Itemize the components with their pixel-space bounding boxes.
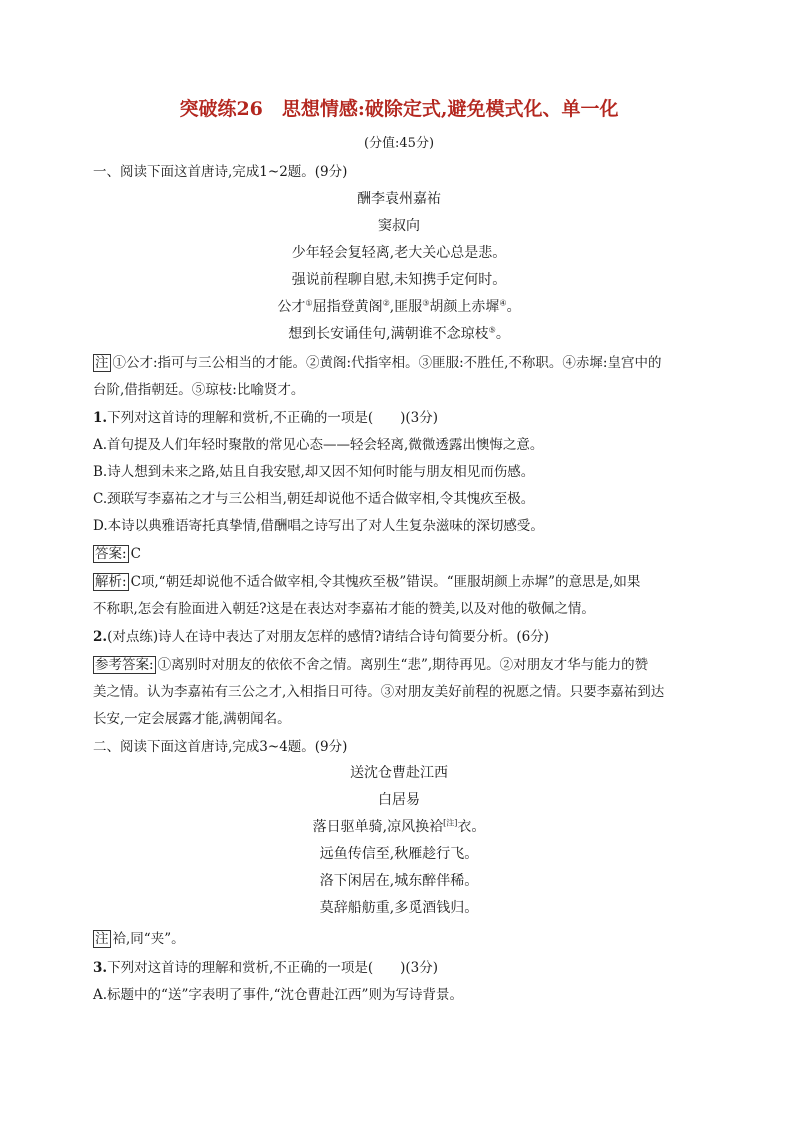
poem1-title: 酬李袁州嘉祐 (357, 191, 441, 207)
reference-answer-label: 参考答案: (95, 657, 154, 673)
option-c: C.颈联写李嘉祐之才与三公相当,朝廷却说他不适合做宰相,令其愧疚至极。 (93, 491, 535, 507)
poem2-line: 远鱼传信至,秋雁趁行飞。 (319, 846, 479, 862)
poem1-line: 强说前程聊自慰,未知携手定何时。 (291, 272, 507, 288)
answer-2: 参考答案: ①离别时对朋友的依依不舍之情。离别生“悲”,期待再见。②对朋友才华与能力的赞 (95, 657, 649, 673)
section1-intro: 一、阅读下面这首唐诗,完成1~2题。(9分) (93, 164, 348, 180)
page-title: 突破练26 思想情感:破除定式,避免模式化、单一化 (179, 98, 619, 120)
answer-1: 答案: C (95, 546, 141, 562)
poem2-line: 落日驱单骑,凉风换袷[注]衣。 (312, 818, 486, 835)
poem2-author: 白居易 (378, 792, 420, 808)
poem1-line: 想到长安诵佳句,满朝谁不念琼枝⑤。 (288, 325, 510, 342)
option-b: B.诗人想到未来之路,姑且自我安慰,却又因不知何时能与朋友相见而伤感。 (93, 464, 535, 480)
analysis-label: 解析: (95, 574, 127, 590)
score-info: (分值:45分) (363, 136, 435, 151)
poem2-line: 洛下闲居在,城东醉伴稀。 (319, 873, 479, 889)
poem1-author: 窦叔向 (378, 218, 420, 234)
poem1-note-cont: 台阶,借指朝廷。⑤琼枝:比喻贤才。 (93, 382, 305, 398)
question-3: 3.下列对这首诗的理解和赏析,不正确的一项是( )(3分) (93, 960, 439, 976)
poem1-line: 少年轻会复轻离,老大关心总是悲。 (291, 245, 507, 261)
answer-label: 答案: (95, 546, 127, 562)
section2-intro: 二、阅读下面这首唐诗,完成3~4题。(9分) (93, 739, 348, 755)
option-d: D.本诗以典雅语寄托真挚情,借酬唱之诗写出了对人生复杂滋味的深切感受。 (93, 518, 544, 534)
poem1-note: 注 ①公才:指可与三公相当的才能。②黄阁:代指宰相。③匪服:不胜任,不称职。④赤墀:皇宫中的 (95, 355, 662, 371)
answer-2-cont: 长安,一定会展露才能,满朝闻名。 (93, 711, 291, 727)
question-1: 1.下列对这首诗的理解和赏析,不正确的一项是( )(3分) (93, 410, 439, 426)
question-2: 2.(对点练)诗人在诗中表达了对朋友怎样的感情?请结合诗句简要分析。(6分) (93, 629, 549, 645)
option-a: A.标题中的“送”字表明了事件,“沈仓曹赴江西”则为写诗背景。 (93, 987, 463, 1003)
note-label: 注 (95, 931, 109, 947)
analysis-1: 解析: C项,“朝廷却说他不适合做宰相,令其愧疚至极”错误。“匪服胡颜上赤墀”的意思是,如果 (95, 574, 641, 590)
note-label: 注 (95, 355, 109, 371)
poem2-title: 送沈仓曹赴江西 (350, 765, 448, 781)
poem2-line: 莫辞船舫重,多觅酒钱归。 (319, 900, 479, 916)
option-a: A.首句提及人们年轻时聚散的常见心态——轻会轻离,微微透露出懊悔之意。 (93, 437, 544, 453)
poem1-line: 公才①屈指登黄阁②,匪服③胡颜上赤墀④。 (277, 298, 521, 315)
poem2-note: 注 袷,同“夹”。 (95, 931, 185, 947)
answer-2-cont: 美之情。认为李嘉祐有三公之才,入相指日可待。③对朋友美好前程的祝愿之情。只要李嘉祐到达 (93, 684, 665, 700)
analysis-1-cont: 不称职,怎会有脸面进入朝廷?这是在表达对李嘉祐才能的赞美,以及对他的敬佩之情。 (93, 601, 595, 617)
